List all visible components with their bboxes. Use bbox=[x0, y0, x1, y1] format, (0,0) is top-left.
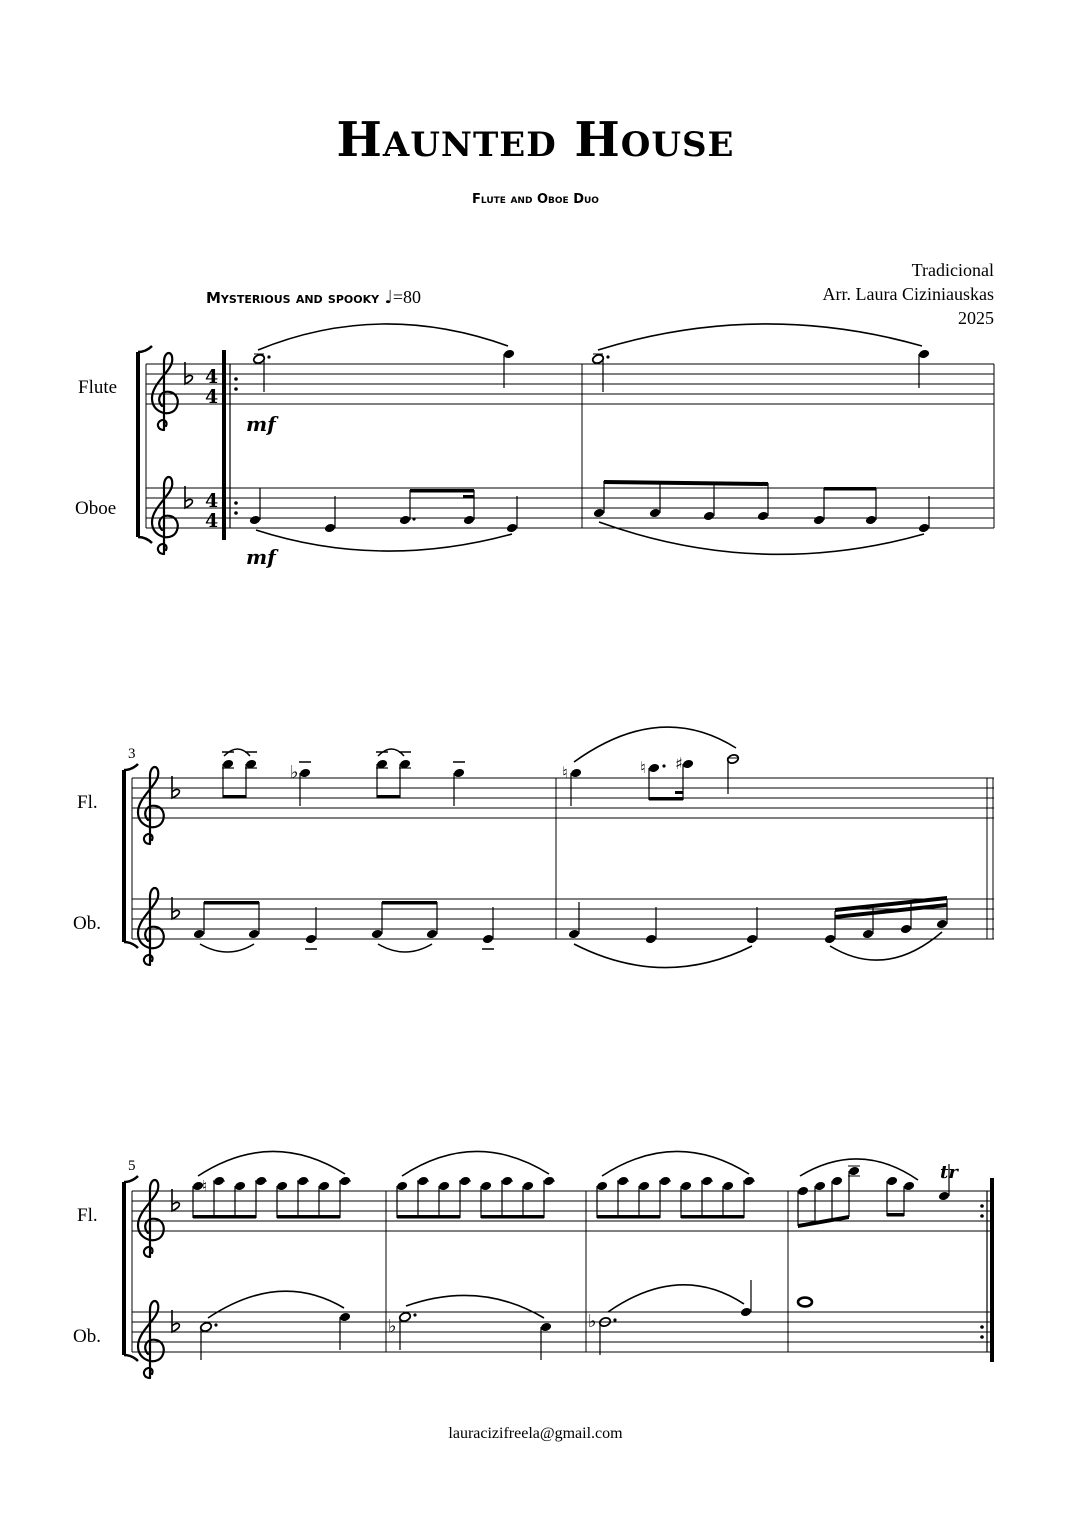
flute-measures-5-7 bbox=[192, 1151, 755, 1218]
slur bbox=[198, 1151, 345, 1176]
treble-clef-icon bbox=[138, 1301, 164, 1378]
system-3 bbox=[73, 1151, 994, 1378]
composer: Tradicional bbox=[911, 260, 994, 280]
note bbox=[824, 934, 836, 945]
repeat-end-barline bbox=[980, 1178, 994, 1362]
note bbox=[193, 929, 205, 940]
note bbox=[570, 768, 582, 779]
note bbox=[813, 515, 825, 526]
note bbox=[848, 1166, 860, 1177]
note bbox=[426, 929, 438, 940]
slur bbox=[406, 1295, 544, 1318]
note bbox=[506, 523, 518, 534]
natural-accidental-icon: ♮ bbox=[640, 758, 646, 777]
slur bbox=[800, 1159, 918, 1180]
instrument-label-oboe: Ob. bbox=[73, 913, 101, 934]
beam bbox=[681, 1215, 744, 1219]
note bbox=[299, 768, 311, 779]
repeat-start-barline bbox=[222, 350, 238, 540]
note bbox=[482, 934, 494, 945]
note bbox=[339, 1312, 351, 1323]
staff-flute bbox=[132, 1191, 994, 1231]
slur bbox=[599, 522, 924, 554]
instrument-label-flute: Fl. bbox=[77, 1205, 98, 1226]
tempo-bpm: =80 bbox=[392, 287, 421, 307]
beam bbox=[277, 1215, 340, 1219]
note bbox=[648, 763, 660, 774]
key-flat-icon bbox=[172, 776, 179, 798]
note bbox=[740, 1307, 752, 1318]
note bbox=[757, 511, 769, 522]
note bbox=[814, 1181, 826, 1192]
oboe-measure-4 bbox=[568, 896, 948, 968]
slur bbox=[258, 324, 508, 350]
beam bbox=[397, 1215, 460, 1219]
score-title: Haunted House bbox=[336, 112, 735, 168]
key-flat-icon bbox=[172, 897, 179, 919]
note bbox=[638, 1181, 650, 1192]
note bbox=[798, 1298, 812, 1307]
system-bracket bbox=[124, 764, 138, 948]
time-signature-top: 4 bbox=[205, 490, 219, 512]
instrument-label-flute: Fl. bbox=[77, 792, 98, 813]
measure-number: 5 bbox=[128, 1158, 136, 1174]
instrument-label-flute: Flute bbox=[78, 377, 118, 398]
note bbox=[918, 523, 930, 534]
note bbox=[682, 759, 694, 770]
sharp-accidental-icon: ♯ bbox=[675, 754, 683, 773]
note bbox=[438, 1181, 450, 1192]
note bbox=[503, 349, 515, 360]
final-barline bbox=[987, 778, 993, 939]
note bbox=[522, 1181, 534, 1192]
slur bbox=[608, 1285, 744, 1312]
staff-flute bbox=[146, 364, 994, 404]
instrument-label-oboe: Oboe bbox=[75, 498, 117, 519]
system-bracket bbox=[138, 346, 152, 543]
flute-measure-8 bbox=[797, 1159, 960, 1228]
staff-oboe bbox=[132, 1312, 994, 1352]
note bbox=[865, 515, 877, 526]
oboe-measure-8 bbox=[798, 1298, 812, 1307]
score-subtitle: Flute and Oboe Duo bbox=[472, 192, 599, 207]
note bbox=[324, 523, 336, 534]
note bbox=[248, 929, 260, 940]
system-1 bbox=[75, 324, 994, 569]
note bbox=[463, 515, 475, 526]
natural-accidental-icon: ♮ bbox=[202, 1177, 208, 1195]
note bbox=[680, 1181, 692, 1192]
key-flat-icon bbox=[185, 362, 192, 384]
quarter-note-icon: ♩ bbox=[384, 287, 393, 308]
note bbox=[568, 929, 580, 940]
note bbox=[399, 515, 411, 526]
beam bbox=[597, 1215, 660, 1219]
flute-measure-1 bbox=[246, 324, 515, 436]
slur bbox=[574, 727, 736, 762]
slur bbox=[402, 1151, 549, 1176]
note bbox=[234, 1181, 246, 1192]
note bbox=[305, 934, 317, 945]
note bbox=[540, 1322, 552, 1333]
flute-measure-4 bbox=[562, 727, 739, 806]
treble-clef-icon bbox=[152, 353, 178, 430]
note bbox=[396, 1181, 408, 1192]
time-signature-bottom: 4 bbox=[205, 386, 219, 408]
oboe-measure-2 bbox=[593, 480, 930, 554]
dynamic-mf: mf bbox=[246, 412, 276, 436]
year: 2025 bbox=[958, 308, 994, 328]
note bbox=[453, 768, 465, 779]
treble-clef-icon bbox=[138, 767, 164, 844]
note bbox=[593, 508, 605, 519]
key-flat-icon bbox=[185, 486, 192, 508]
oboe-measure-7 bbox=[588, 1280, 752, 1355]
flat-accidental-icon: ♭ bbox=[290, 762, 299, 783]
note bbox=[722, 1181, 734, 1192]
natural-accidental-icon: ♮ bbox=[562, 763, 568, 782]
slur bbox=[830, 932, 942, 960]
trill-ornament: tr bbox=[940, 1162, 958, 1183]
system-bracket bbox=[124, 1176, 138, 1361]
oboe-measure-6 bbox=[388, 1295, 552, 1360]
note bbox=[746, 934, 758, 945]
note bbox=[938, 1191, 950, 1202]
note bbox=[886, 1176, 898, 1187]
note bbox=[703, 511, 715, 522]
flat-accidental-icon: ♭ bbox=[388, 1316, 397, 1337]
note bbox=[371, 929, 383, 940]
staff-flute bbox=[132, 778, 994, 818]
system-2 bbox=[73, 727, 994, 967]
flute-measure-2 bbox=[592, 324, 931, 392]
dynamic-mf: mf bbox=[246, 545, 276, 569]
key-flat-icon bbox=[172, 1189, 179, 1211]
treble-clef-icon bbox=[138, 888, 164, 965]
note bbox=[318, 1181, 330, 1192]
key-flat-icon bbox=[172, 1310, 179, 1332]
flat-accidental-icon: ♭ bbox=[588, 1311, 597, 1332]
measure-number: 3 bbox=[128, 746, 136, 762]
treble-clef-icon bbox=[152, 477, 178, 554]
footer-email[interactable]: lauracizifreela@gmail.com bbox=[448, 1425, 623, 1442]
slur bbox=[208, 1291, 344, 1318]
note bbox=[862, 929, 874, 940]
treble-clef-icon bbox=[138, 1180, 164, 1257]
note bbox=[276, 1181, 288, 1192]
time-signature-bottom: 4 bbox=[205, 510, 219, 532]
note bbox=[649, 508, 661, 519]
beam bbox=[193, 1215, 256, 1219]
note bbox=[918, 349, 930, 360]
note bbox=[831, 1176, 843, 1187]
arranger: Arr. Laura Ciziniauskas bbox=[822, 284, 994, 304]
note bbox=[936, 919, 948, 930]
note bbox=[900, 924, 912, 935]
slur bbox=[602, 1151, 749, 1176]
slur bbox=[598, 324, 922, 350]
slur bbox=[256, 530, 512, 551]
instrument-label-oboe: Ob. bbox=[73, 1326, 101, 1347]
note bbox=[249, 515, 261, 526]
slur bbox=[574, 944, 752, 968]
note bbox=[903, 1181, 915, 1192]
beam bbox=[481, 1215, 544, 1219]
oboe-measure-5 bbox=[200, 1291, 352, 1360]
note bbox=[645, 934, 657, 945]
note bbox=[596, 1181, 608, 1192]
tempo-text: Mysterious and spooky bbox=[206, 289, 380, 307]
note bbox=[797, 1186, 809, 1197]
note bbox=[480, 1181, 492, 1192]
time-signature-top: 4 bbox=[205, 366, 219, 388]
